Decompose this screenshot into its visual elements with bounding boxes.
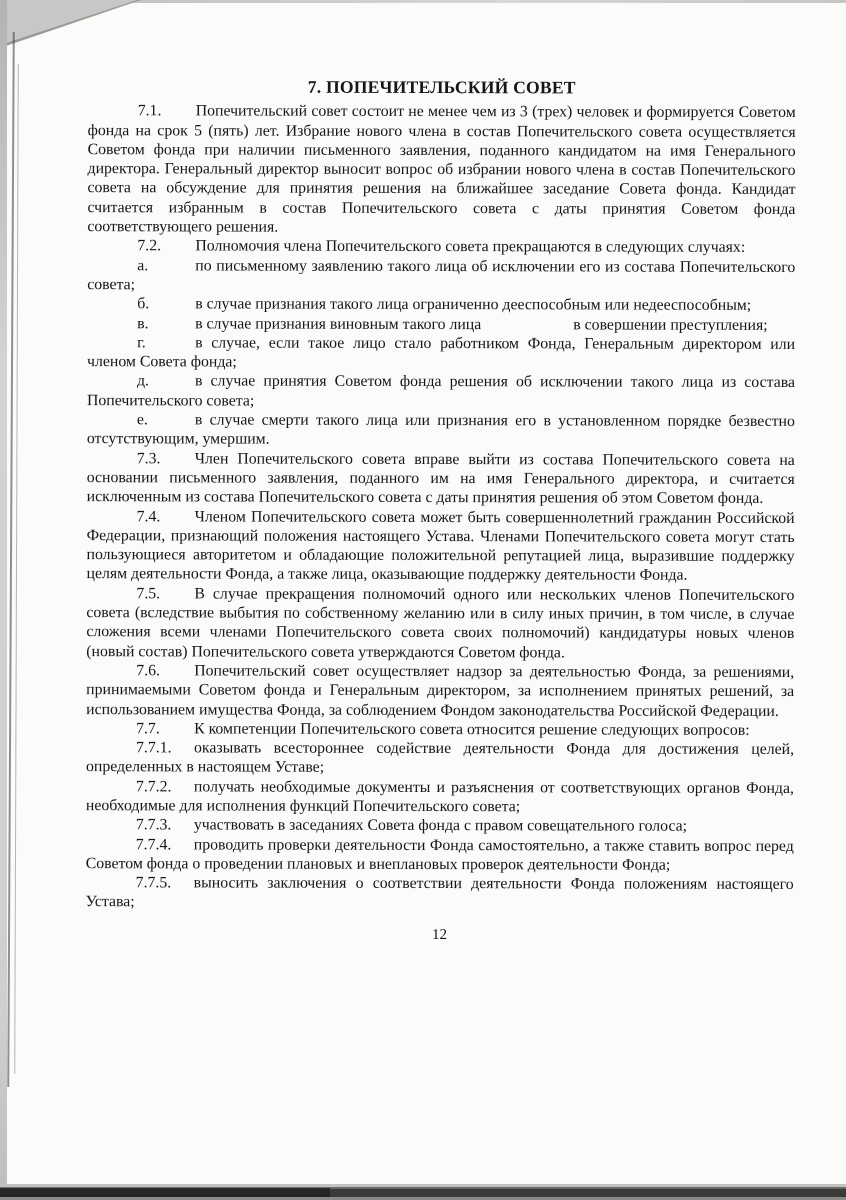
- paragraph-7-4: [86, 507, 794, 586]
- paragraph-label: б.: [137, 295, 150, 313]
- paragraph-text: проводить проверки деятельности Фонда самостоятельно, а также ставить вопрос перед Советом фонда о проведении плановых и внеплановых проверок деятельности Фонда;: [85, 835, 794, 874]
- paragraph-label: 7.3.: [136, 449, 161, 467]
- paragraph-label: 7.4.: [136, 507, 161, 525]
- paragraph-item-b: [87, 294, 795, 315]
- paragraph-text: в случае признания виновным такого лица: [195, 314, 482, 333]
- scan-bottom-shadow: [0, 1188, 330, 1197]
- paragraph-text: Член Попечительского совета вправе выйти из состава Попечительского совета на основании письменного заявления, поданного им на имя Генерального директора, и считается исключенным из состава Попечительского совета с даты принятия решения об этом Советом фонда.: [86, 450, 795, 508]
- paragraph-label: е.: [136, 411, 148, 429]
- paragraph-label: 7.7.2.: [135, 777, 172, 796]
- paragraph-label: 7.7.3.: [135, 816, 172, 834]
- paragraph-text: оказывать всестороннее содействие деятельности Фонда для достижения целей, определенных в настоящем Уставе;: [85, 739, 795, 777]
- paragraph-7-6: [86, 661, 794, 721]
- paragraph-label: а.: [137, 256, 149, 274]
- paragraph-text: Попечительский совет состоит не менее чем из 3 (трех) человек и формируется Советом фонда на срок 5 (пять) лет. Избрание нового члена в состав Попечительского совета осуществляется Советом фонда при наличии письменного заявления, поданного кандидатом на имя Генерального директора. Генеральный директор выносит вопрос об избрании нового члена в состав Попечительского совета на обсуждение для принятия решения на ближайшее заседание Совета фонда. Кандидат считается избранным в состав Попечительского совета с даты принятия Советом фонда соответствующего решения.: [87, 102, 796, 236]
- paragraph-text: участвовать в заседаниях Совета фонда с правом совещательного голоса;: [193, 816, 688, 835]
- paragraph-label: 7.2.: [137, 237, 162, 255]
- paragraph-label: 7.7.4.: [135, 835, 172, 853]
- paragraph-label: 7.7.: [136, 720, 160, 738]
- paragraph-text: Членом Попечительского совета может быть совершеннолетний гражданин Российской Федерации, признающий положения настоящего Устава. Членами Попечительского совета могут стать пользующиеся авторитетом и обладающие положительной репутацией лица, выразившие поддержку целям деятельности Фонда, а также лица, оказывающие поддержку деятельности Фонда.: [86, 507, 795, 585]
- paragraph-text: К компетенции Попечительского совета относится решение следующих вопросов:: [194, 720, 750, 739]
- paragraph-label: 7.7.1.: [136, 739, 172, 757]
- paragraph-text: выносить заключения о соответствии деятельности Фонда положениям настоящего Устава;: [85, 874, 794, 911]
- paragraph-label: д.: [136, 372, 150, 390]
- paragraph-label: г.: [137, 334, 146, 352]
- paragraph-item-e: [87, 410, 795, 450]
- paragraph-text: в случае признания такого лица ограниченно дееспособным или недееспособным;: [195, 295, 752, 315]
- paragraph-text: получать необходимые документы и разъяснения от соответствующих органов Фонда, необходимые для исполнения функций Попечительского совета;: [85, 778, 794, 816]
- paragraph-label: в.: [137, 314, 149, 332]
- paragraph-label: 7.1.: [137, 102, 162, 120]
- paragraph-text: в случае, если такое лицо стало работником Фонда, Генеральным директором или членом Совета фонда;: [87, 334, 796, 371]
- paragraph-label: 7.7.5.: [135, 874, 172, 892]
- paragraph-item-d: [87, 372, 795, 412]
- paragraph-text: по письменному заявлению такого лица об исключении его из состава Попечительского совета;: [87, 257, 796, 294]
- paragraph-7-1: [87, 101, 795, 238]
- paragraph-text: в совершении преступления;: [573, 315, 768, 334]
- paragraph-item-a: [87, 256, 795, 296]
- paragraph-7-5: [86, 584, 794, 663]
- page-number: 12: [432, 926, 448, 943]
- section-heading: 7. ПОПЕЧИТЕЛЬСКИЙ СОВЕТ: [307, 76, 576, 98]
- paragraph-7-7-2: [86, 777, 794, 817]
- paragraph-7-7: [86, 719, 794, 740]
- paragraph-item-v: [87, 314, 795, 335]
- paragraph-7-3: [87, 449, 795, 509]
- paragraph-text: Попечительский совет осуществляет надзор за деятельностью Фонда, за решениями, принимаемыми Советом фонда и Генеральным директором, за исполнением принятых решений, за использованием имущества Фонда, за соблюдением Фондом законодательства Российской Федерации.: [86, 662, 795, 720]
- paragraph-label: 7.6.: [136, 662, 160, 680]
- paragraph-label: 7.5.: [136, 584, 161, 603]
- paragraph-text: Полномочия члена Попечительского совета прекращаются в следующих случаях:: [195, 237, 746, 257]
- paragraph-text: В случае прекращения полномочий одного или нескольких членов Попечительского совета (вследствие выбытия по собственному желанию или в силу иных причин, в том числе, в случае сложения всеми членами Попечительского совета своих полномочий) кандидатуры новых членов (новый состав) Попечительского совета утверждаются Советом фонда.: [86, 585, 795, 661]
- paragraph-text: в случае смерти такого лица или признания его в установленном порядке безвестно отсутствующим, умершим.: [86, 411, 795, 448]
- paragraph-7-2: [87, 236, 795, 257]
- paragraph-text: в случае принятия Советом фонда решения об исключении такого лица из состава Попечительского совета;: [86, 372, 796, 410]
- paragraph-7-7-1: [86, 738, 794, 778]
- paragraph-7-7-4: [86, 835, 794, 875]
- paragraph-7-7-3: [86, 815, 794, 836]
- paragraph-7-7-5: [86, 873, 794, 913]
- paragraph-item-g: [87, 333, 795, 373]
- tab-gap: [481, 328, 573, 329]
- scan-left-edge: [0, 0, 7, 1200]
